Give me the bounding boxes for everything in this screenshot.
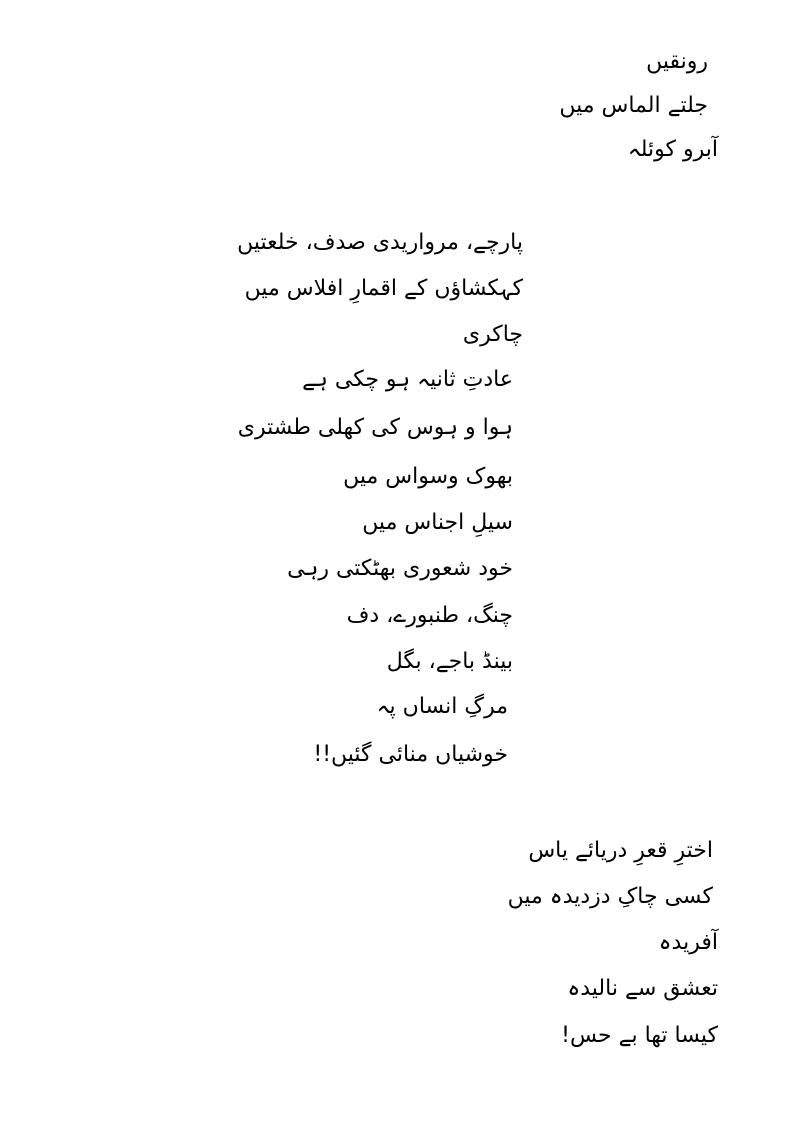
poem-line: خود شعوری بھٹکتی رہی [287,556,513,581]
poem-line: ہوا و ہوس کی کھلی طشتری [237,415,513,440]
poem-line: تعشق سے نالیدہ [567,976,718,1001]
poem-line: چاکری [462,322,523,347]
poem-line: پارچے، مرواریدی صدف، خلعتیں [237,230,523,255]
poem-line: مرگِ انساں پہ [376,694,508,719]
poem-line: آبرو کوئلہ [627,137,718,162]
poem-line: کسی چاکِ دزدیدہ میں [507,884,713,909]
poem-line: سیلِ اجناس میں [362,510,513,535]
poem-line: کیسا تھا بے حس! [561,1023,718,1048]
poem-line: کہکشاؤں کے اقمارِ افلاس میں [244,276,523,301]
poem-line: عادتِ ثانیہ ہو چکی ہے [302,367,513,392]
poem-line: چنگ، طنبورے، دف [346,603,513,628]
poem-line: جلتے الماس میں [559,93,708,118]
poem-line: آفریدہ [658,930,718,955]
poem-line: رونقیں [646,49,708,74]
poem-line: خوشیاں منائی گئیں!! [313,742,508,767]
poem-line: بینڈ باجے، بگل [386,649,513,674]
poem-line: اخترِ قعرِ دریائے یاس [528,838,713,863]
poem-line: بھوک وسواس میں [343,464,513,489]
